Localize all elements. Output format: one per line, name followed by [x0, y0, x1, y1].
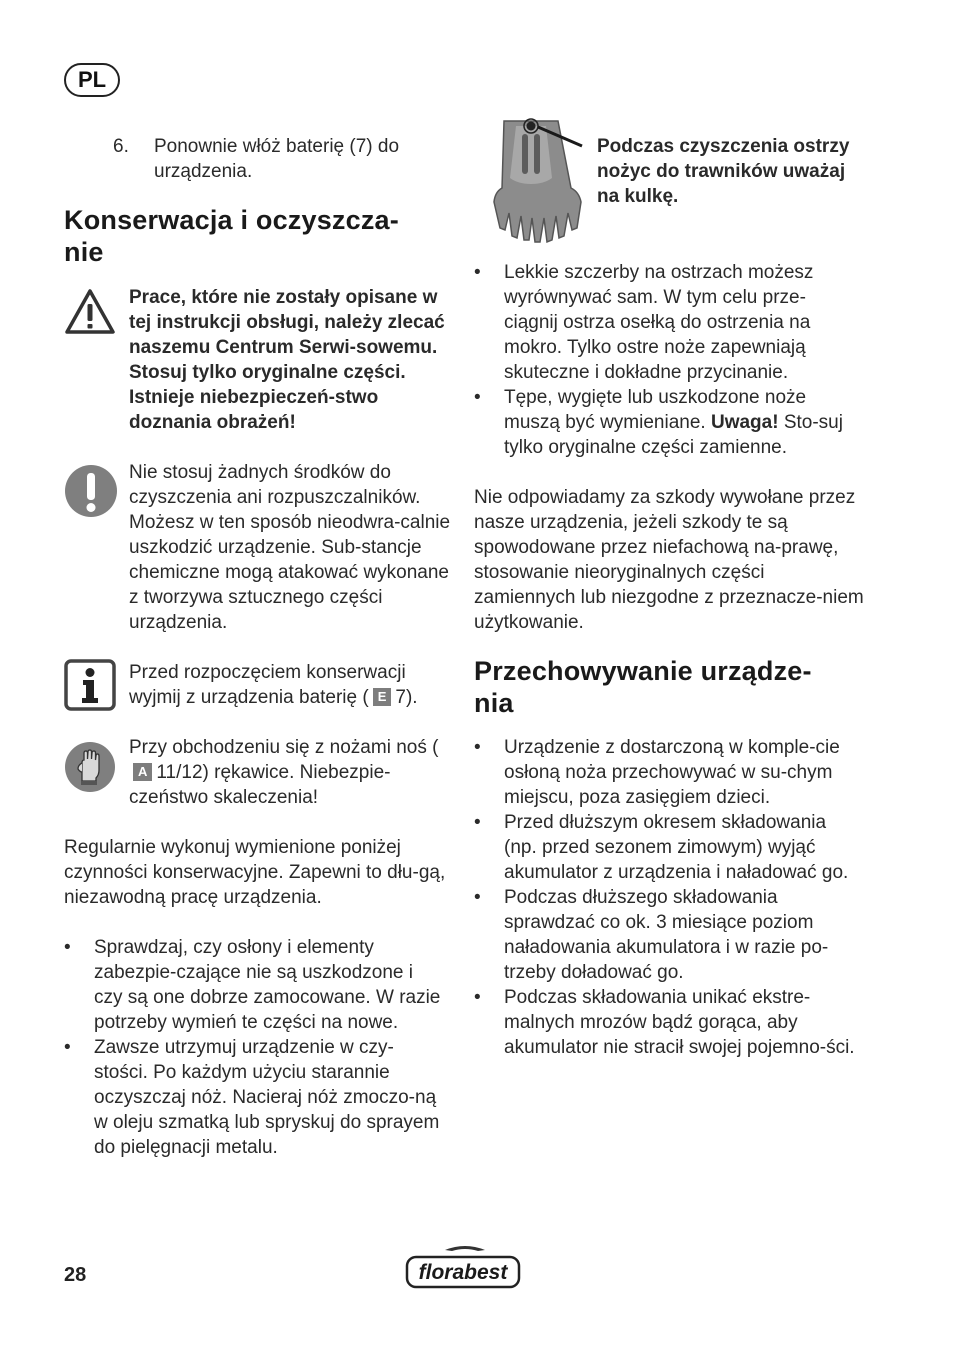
figure-caption: Podczas czyszczenia ostrzy nożyc do trawników uważaj na kulkę.: [597, 136, 850, 207]
heading-line: Konserwacja i oczyszcza-: [64, 205, 399, 235]
figure-badge-e: E: [373, 688, 392, 706]
caution-text: Nie stosuj żadnych środków do czyszczenia ani rozpuszczalników. Możesz w ten sposób nieodwra-calnie uszkodzić urządzenie. Sub-stancje chemiczne mogą atakować wykonane z tworzywa sztucznego części urządzenia.: [129, 462, 451, 633]
gloves-icon: [64, 741, 116, 793]
liability-text: Nie odpowiadamy za szkody wywołane przez nasze urządzenia, jeżeli szkody te są spowodowane przez niefachową na-prawę, stosowanie nieoryginalnych części zamiennych lub niezgodne z przeznacze-niem użytkowanie.: [474, 487, 864, 633]
info-text-part: 7).: [395, 687, 418, 708]
list-item: • Sprawdzaj, czy osłony i elementy zabezpie-czające nie są uszkodzone i czy są one dobrze zamocowane. W razie potrzeby wymień te części na nowe.: [64, 935, 444, 1035]
language-code: PL: [77, 67, 107, 92]
list-item: [474, 385, 859, 460]
gloves-text: [129, 735, 453, 810]
list-item-part: Sto-suj tylko oryginalne części zamienne.: [504, 412, 843, 458]
list-item: • Lekkie szczerby na ostrzach możesz wyrównywać sam. W tym celu prze-ciągnij ostrza osełką do ostrzenia na mokro. Tylko ostre noże zapewniają skuteczne i dokładne przycinanie.: [474, 260, 859, 385]
list-item-part: Tępe, wygięte lub uszkodzone noże muszą być wymieniane.: [504, 387, 807, 433]
florabest-logo: [405, 1245, 521, 1291]
step-text: Ponownie włóż baterię (7) do urządzenia.: [154, 136, 400, 182]
gloves-text-part: 11/12) rękawice. Niebezpie-czeństwo skaleczenia!: [129, 762, 391, 808]
list-item: • Podczas składowania unikać ekstre-malnych mrozów bądź gorąca, aby akumulator nie stracił swojej pojemno-ści.: [474, 985, 859, 1060]
gloves-text-part: Przy obchodzeniu się z nożami noś (: [129, 737, 439, 758]
maintenance-list: [64, 935, 444, 1160]
warning-text: Prace, które nie zostały opisane w tej instrukcji obsługi, należy zlecać naszemu Centrum Serwi-sowemu. Stosuj tylko oryginalne części. Istnieje niebezpieczeń-stwo doznania obrażeń!: [129, 287, 445, 433]
warning-label: Uwaga!: [710, 412, 779, 433]
figure-badge-a: A: [133, 763, 152, 781]
step-6: [113, 134, 453, 184]
list-item: • Zawsze utrzymuj urządzenie w czy-stości. Po każdym użyciu starannie oczyszczaj nóż. Nacieraj nóż zmoczo-ną w oleju szmatką lub spryskuj do sprayem do pielęgnacji metalu.: [64, 1035, 444, 1160]
info-text-part: Przed rozpoczęciem konserwacji wyjmij z urządzenia baterię (: [129, 662, 406, 708]
warning-triangle-icon: [64, 288, 116, 336]
list-item: • Urządzenie z dostarczoną w komple-cie osłoną noża przechowywać w su-chym miejscu, poza zasięgiem dzieci.: [474, 735, 859, 810]
blade-figure: [474, 118, 589, 246]
language-badge: [64, 63, 120, 97]
list-item: • Podczas dłuższego składowania sprawdzać co ok. 3 miesiące poziom naładowania akumulatora i w razie po-trzeby doładować go.: [474, 885, 859, 985]
step-number: 6.: [113, 136, 129, 157]
logo-text: florabest: [418, 1261, 508, 1284]
heading-line: Przechowywanie urządze-: [474, 656, 812, 686]
section-heading-maintenance: [64, 204, 454, 268]
page-number: 28: [64, 1264, 87, 1286]
info-text: [129, 660, 453, 710]
section-heading-storage: [474, 655, 874, 719]
exclamation-circle-icon: [64, 464, 118, 518]
info-icon: [64, 659, 116, 711]
storage-list: [474, 735, 859, 1060]
heading-line: nia: [474, 688, 514, 718]
maintenance-intro: Regularnie wykonuj wymienione poniżej czynności konserwacyjne. Zapewni to dłu-gą, niezawodną pracę urządzenia.: [64, 837, 446, 908]
blade-care-list: [474, 260, 859, 460]
list-item: • Przed dłuższym okresem składowania (np. przed sezonem zimowym) wyjąć akumulator z urządzenia i naładować go.: [474, 810, 859, 885]
heading-line: nie: [64, 237, 104, 267]
